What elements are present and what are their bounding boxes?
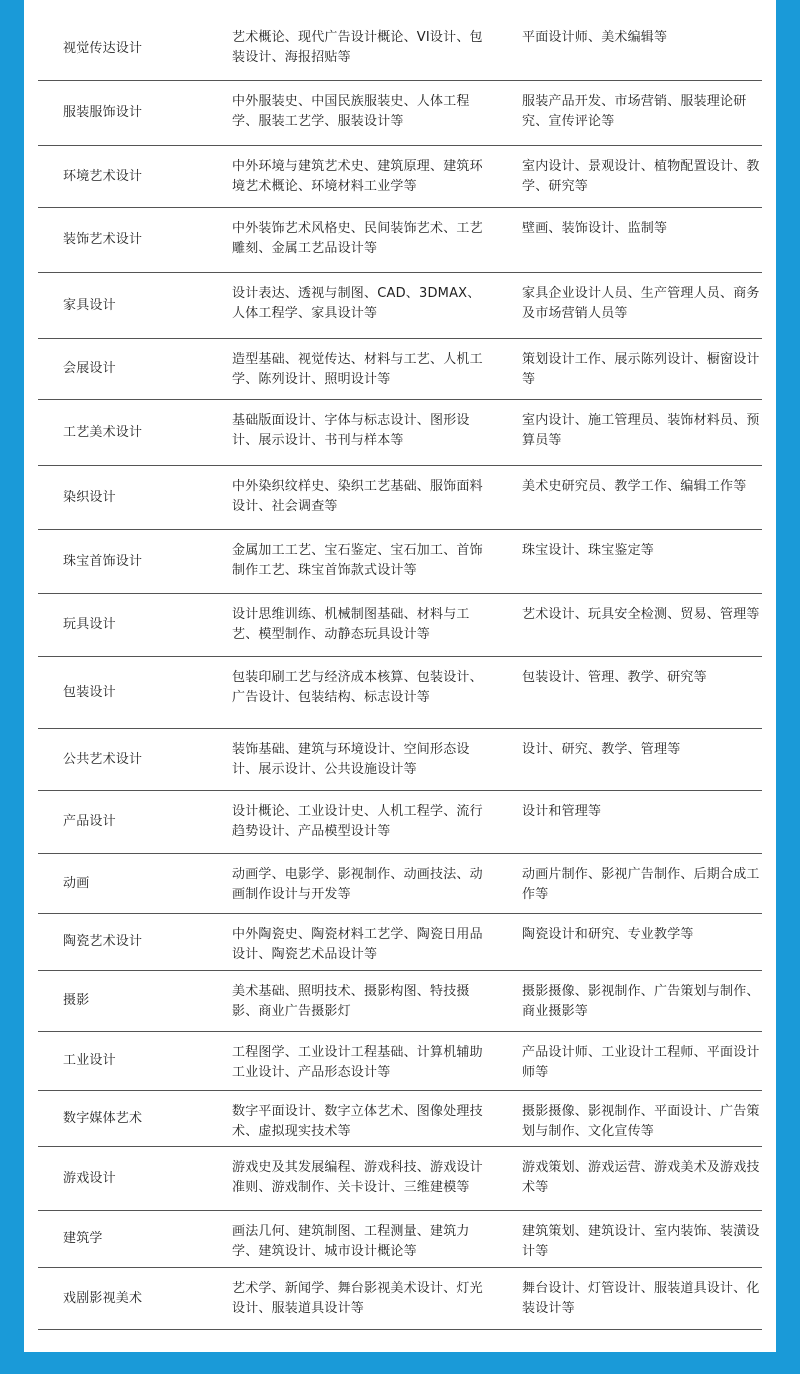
major-courses: 装饰基础、建筑与环境设计、空间形态设计、展示设计、公共设施设计等 — [232, 742, 470, 777]
major-careers: 家具企业设计人员、生产管理人员、商务及市场营销人员等 — [522, 286, 760, 321]
table-row — [38, 1147, 762, 1211]
table-row — [38, 273, 762, 339]
major-courses: 中外环境与建筑艺术史、建筑原理、建筑环境艺术概论、环境材料工业学等 — [232, 159, 483, 194]
major-name: 工艺美术设计 — [63, 424, 143, 440]
major-courses: 中外装饰艺术风格史、民间装饰艺术、工艺雕刻、金属工艺品设计等 — [232, 221, 483, 256]
major-careers: 平面设计师、美术编辑等 — [522, 30, 668, 45]
major-courses: 中外服装史、中国民族服装史、人体工程学、服装工艺学、服装设计等 — [232, 94, 470, 129]
table-row — [38, 791, 762, 854]
major-careers: 游戏策划、游戏运营、游戏美术及游戏技术等 — [522, 1160, 760, 1195]
major-name: 会展设计 — [63, 361, 116, 376]
table-row — [38, 530, 762, 594]
major-name: 戏剧影视美术 — [63, 1290, 143, 1306]
major-careers: 美术史研究员、教学工作、编辑工作等 — [522, 479, 747, 494]
major-name: 家具设计 — [63, 297, 116, 313]
major-name: 产品设计 — [63, 814, 116, 829]
major-careers: 策划设计工作、展示陈列设计、橱窗设计等 — [522, 352, 760, 387]
major-name: 环境艺术设计 — [63, 168, 143, 184]
major-courses: 工程图学、工业设计工程基础、计算机辅助工业设计、产品形态设计等 — [232, 1045, 483, 1080]
major-courses: 艺术学、新闻学、舞台影视美术设计、灯光设计、服装道具设计等 — [232, 1281, 483, 1316]
major-name: 染织设计 — [63, 489, 116, 505]
major-courses: 设计思维训练、机械制图基础、材料与工艺、模型制作、动静态玩具设计等 — [232, 607, 470, 642]
major-courses: 数字平面设计、数字立体艺术、图像处理技术、虚拟现实技术等 — [232, 1104, 483, 1139]
table-row — [38, 81, 762, 146]
table-row — [38, 1211, 762, 1268]
major-courses: 设计表达、透视与制图、CAD、3DMAX、人体工程学、家具设计等 — [232, 286, 481, 321]
major-courses: 中外染织纹样史、染织工艺基础、服饰面料设计、社会调查等 — [232, 479, 483, 514]
major-name: 包装设计 — [63, 684, 116, 700]
major-courses: 基础版面设计、字体与标志设计、图形设计、展示设计、书刊与样本等 — [232, 413, 470, 448]
majors-table — [38, 17, 762, 1330]
major-name: 工业设计 — [63, 1053, 116, 1068]
major-name: 数字媒体艺术 — [63, 1110, 143, 1126]
major-courses: 动画学、电影学、影视制作、动画技法、动画制作设计与开发等 — [232, 867, 483, 902]
table-row — [38, 971, 762, 1032]
major-courses: 美术基础、照明技术、摄影构图、特技摄影、商业广告摄影灯 — [232, 984, 470, 1019]
major-careers: 舞台设计、灯管设计、服装道具设计、化装设计等 — [522, 1281, 760, 1316]
major-name: 游戏设计 — [63, 1170, 116, 1186]
table-row — [38, 339, 762, 400]
major-careers: 摄影摄像、影视制作、平面设计、广告策划与制作、文化宣传等 — [522, 1104, 760, 1139]
major-courses: 艺术概论、现代广告设计概论、VI设计、包装设计、海报招贴等 — [232, 30, 483, 65]
major-name: 珠宝首饰设计 — [63, 553, 143, 569]
table-row — [38, 400, 762, 466]
major-name: 动画 — [63, 875, 90, 891]
table-row — [38, 17, 762, 81]
major-careers: 壁画、装饰设计、监制等 — [522, 221, 668, 236]
major-name: 摄影 — [63, 993, 90, 1008]
table-row — [38, 1032, 762, 1091]
table-row — [38, 594, 762, 657]
major-careers: 动画片制作、影视广告制作、后期合成工作等 — [522, 867, 760, 902]
major-careers: 室内设计、景观设计、植物配置设计、教学、研究等 — [522, 159, 760, 194]
major-careers: 摄影摄像、影视制作、广告策划与制作、商业摄影等 — [522, 984, 760, 1019]
table-row — [38, 914, 762, 971]
major-courses: 包装印刷工艺与经济成本核算、包装设计、广告设计、包装结构、标志设计等 — [232, 670, 483, 705]
major-careers: 建筑策划、建筑设计、室内装饰、装潢设计等 — [522, 1224, 760, 1259]
major-name: 玩具设计 — [63, 617, 116, 632]
major-courses: 金属加工工艺、宝石鉴定、宝石加工、首饰制作工艺、珠宝首饰款式设计等 — [232, 543, 483, 578]
major-name: 建筑学 — [63, 1231, 103, 1246]
major-careers: 服装产品开发、市场营销、服装理论研究、宣传评论等 — [522, 94, 747, 129]
major-courses: 画法几何、建筑制图、工程测量、建筑力学、建筑设计、城市设计概论等 — [232, 1224, 470, 1259]
major-careers: 产品设计师、工业设计工程师、平面设计师等 — [522, 1045, 760, 1080]
major-careers: 陶瓷设计和研究、专业教学等 — [522, 927, 694, 942]
table-row — [38, 657, 762, 729]
major-name: 陶瓷艺术设计 — [63, 934, 143, 949]
major-name: 视觉传达设计 — [63, 40, 143, 56]
major-courses: 游戏史及其发展编程、游戏科技、游戏设计准则、游戏制作、关卡设计、三维建模等 — [232, 1160, 483, 1195]
major-name: 公共艺术设计 — [63, 751, 143, 767]
table-row — [38, 854, 762, 914]
table-row — [38, 146, 762, 208]
major-careers: 设计、研究、教学、管理等 — [522, 742, 681, 757]
major-name: 装饰艺术设计 — [63, 232, 143, 247]
table-row — [38, 1268, 762, 1330]
table-row — [38, 729, 762, 791]
major-name: 服装服饰设计 — [63, 105, 143, 120]
major-careers: 艺术设计、玩具安全检测、贸易、管理等 — [522, 607, 760, 622]
major-careers: 室内设计、施工管理员、装饰材料员、预算员等 — [522, 413, 760, 448]
table-row — [38, 208, 762, 273]
major-careers: 珠宝设计、珠宝鉴定等 — [522, 543, 655, 558]
major-careers: 包装设计、管理、教学、研究等 — [522, 670, 707, 685]
major-courses: 设计概论、工业设计史、人机工程学、流行趋势设计、产品模型设计等 — [232, 804, 483, 839]
major-careers: 设计和管理等 — [522, 804, 602, 819]
major-courses: 中外陶瓷史、陶瓷材料工艺学、陶瓷日用品设计、陶瓷艺术品设计等 — [232, 927, 483, 962]
table-row — [38, 1091, 762, 1147]
major-courses: 造型基础、视觉传达、材料与工艺、人机工学、陈列设计、照明设计等 — [232, 352, 483, 387]
table-row — [38, 466, 762, 530]
